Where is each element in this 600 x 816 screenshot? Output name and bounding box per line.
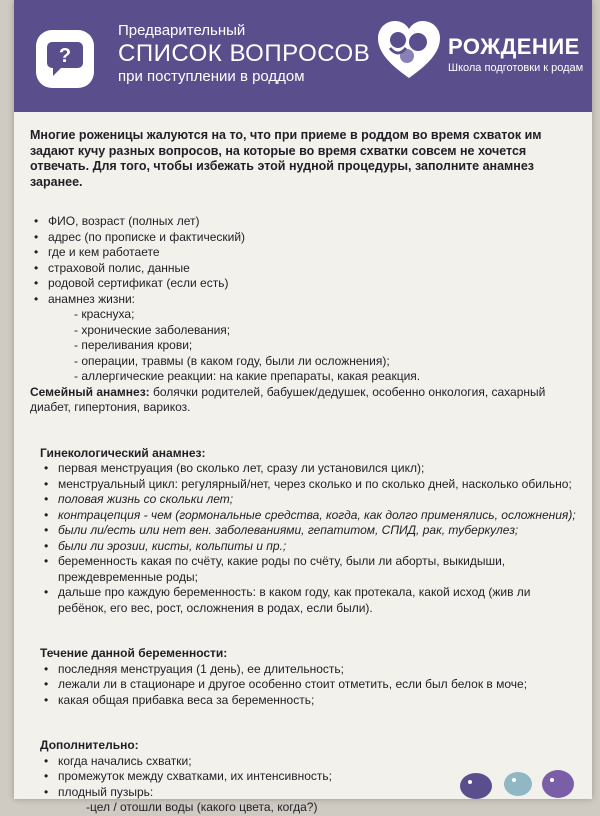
list-item: • половая жизнь со скольки лет; — [40, 492, 582, 508]
header-title: СПИСОК ВОПРОСОВ — [118, 40, 371, 67]
svg-text:?: ? — [58, 45, 72, 67]
life-history-item: - хронические заболевания; — [74, 322, 231, 337]
brand-name: РОЖДЕНИЕ — [448, 34, 580, 59]
life-history-item: - аллергические реакции: на какие препараты, какая реакция. — [74, 369, 421, 383]
life-history-item: - операции, травмы (в каком году, были ли осложнения); — [74, 353, 390, 368]
list-item: • промежуток между схватками, их интенсивность; — [40, 769, 582, 785]
list-item: • беременность какая по счёту, какие роды по счёту, были ли аборты, выкидыши, преждевременные роды; — [40, 554, 582, 585]
family-history-text: болячки родителей, бабушек/дедушек, особенно онкология, сахарный диабет, гипертония, варикоз. — [30, 384, 546, 414]
family-history-label: Семейный анамнез: — [30, 384, 150, 399]
list-item: • первая менструация (во сколько лет, сразу ли установился цикл); — [40, 461, 582, 477]
family-history — [30, 385, 582, 416]
list-item: • анамнез жизни: — [30, 292, 582, 308]
list-item: • менструальный цикл: регулярный/нет, через сколько и по сколько дней, насколько обильно; — [40, 477, 582, 493]
document-body — [30, 128, 582, 816]
life-history-item: - переливания крови; — [74, 338, 193, 352]
header-subtitle: при поступлении в роддом — [118, 68, 305, 85]
gyn-section-title: Гинекологический анамнез: — [40, 445, 206, 460]
document-sheet — [14, 0, 592, 814]
life-history-item: - краснуха; — [74, 307, 135, 321]
list-item: • дальше про каждую беременность: в каком году, как протекала, какой исход (жив ли ребёнок, его вес, рост, осложнения в родах, если были). — [40, 585, 582, 616]
list-item: • страховой полис, данные — [30, 261, 582, 277]
list-item: • когда начались схватки; — [40, 754, 582, 770]
list-item: • были ли/есть или нет вен. заболеваниями, гепатитом, СПИД, рак, туберкулез; — [40, 523, 582, 539]
list-item: • где и кем работаете — [30, 245, 582, 261]
list-item: • были ли эрозии, кисты, кольпиты и пр.; — [40, 539, 582, 555]
birds-decoration-icon — [446, 754, 586, 799]
list-item: • плодный пузырь: — [40, 785, 582, 801]
family-heart-logo-icon — [376, 18, 442, 84]
list-item: • какая общая прибавка веса за беременность; — [40, 693, 582, 709]
current-pregnancy-title: Течение данной беременности: — [40, 646, 228, 660]
personal-list — [30, 214, 582, 307]
brand-tagline: Школа подготовки к родам — [448, 62, 584, 74]
list-item: • лежали ли в стационаре и другое особенно стоит отметить, если был белок в моче; — [40, 677, 582, 693]
amniotic-sub-item: -цел / отошли воды (какого цвета, когда?) — [86, 800, 318, 814]
header-pre-title: Предварительный — [118, 22, 246, 39]
list-item: • ФИО, возраст (полных лет) — [30, 214, 582, 230]
list-item: • последняя менструация (1 день), ее длительность; — [40, 662, 582, 678]
intro-paragraph: Многие роженицы жалуются на то, что при приеме в роддом во время схваток им задают кучу разных вопросов, на которые во время схватки совсем не хочется отвечать. Для того, чтобы избежать этой нудной процедуры, заполните анамнез заранее. — [30, 128, 542, 189]
list-item: • родовой сертификат (если есть) — [30, 276, 582, 292]
gyn-list — [40, 461, 582, 616]
header-banner — [14, 0, 592, 112]
chat-question-icon — [36, 30, 94, 88]
additional-title: Дополнительно: — [40, 738, 139, 752]
list-item: • контрацепция - чем (гормональные средства, когда, как долго применялись, осложнения); — [40, 508, 582, 524]
list-item: • адрес (по прописке и фактический) — [30, 230, 582, 246]
current-pregnancy-list — [40, 662, 582, 709]
